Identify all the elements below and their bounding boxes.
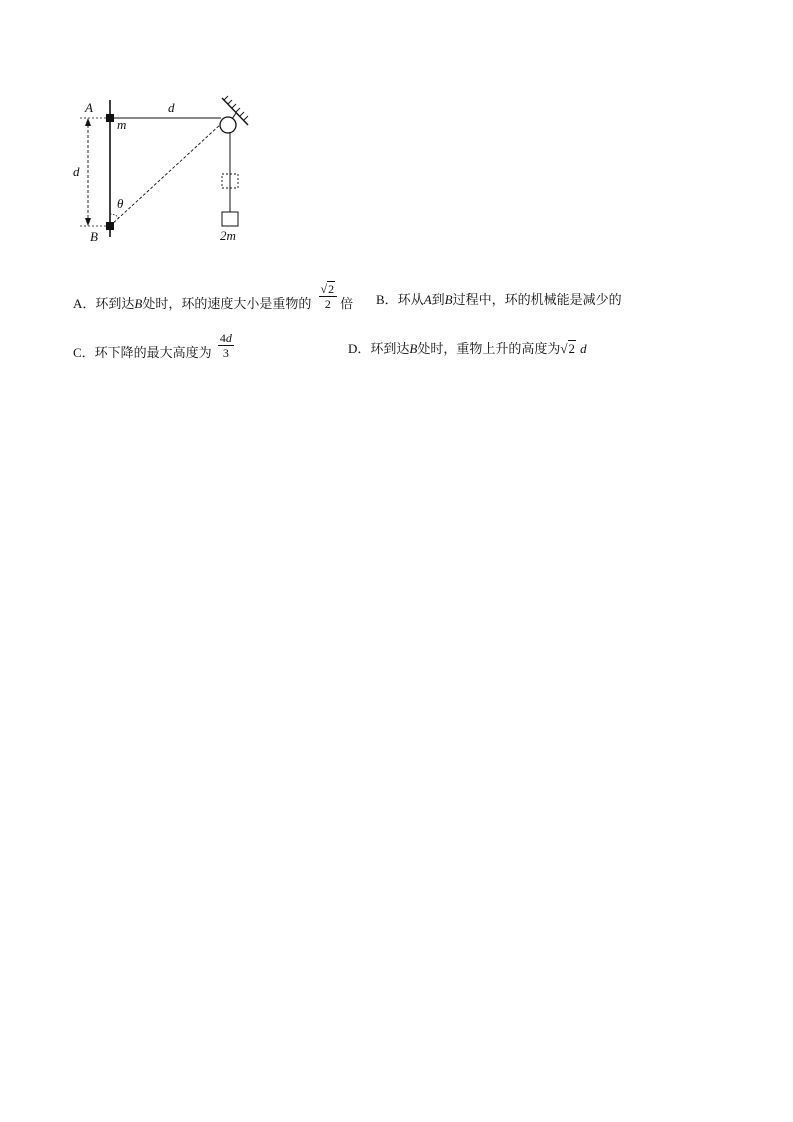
arrowhead-down	[85, 218, 91, 226]
label-theta: θ	[117, 196, 124, 211]
label-d-left: d	[73, 164, 80, 179]
option-c-frac-num-var: d	[225, 331, 232, 345]
option-d-var-d: d	[580, 341, 587, 356]
label-2m: 2m	[220, 228, 236, 243]
option-a-sqrt: √2	[320, 282, 335, 296]
option-b-letter: B．	[376, 292, 398, 307]
option-b-text-3: 过程中，环的机械能是减少的	[452, 293, 622, 308]
mass-2m-box	[222, 212, 238, 226]
ring-pulley-diagram	[70, 95, 270, 255]
option-c	[73, 331, 236, 368]
option-a-text-after: 倍	[340, 297, 354, 312]
label-a: A	[85, 100, 93, 115]
option-c-frac-num: 4	[219, 331, 226, 345]
option-b-var-b: B	[444, 292, 453, 307]
string-dashed-diagonal	[110, 123, 222, 226]
option-a-text-mid: 处时，环的速度大小是重物的	[142, 297, 312, 312]
option-d-sqrt: √2	[560, 341, 576, 356]
option-a-letter: A．	[73, 296, 96, 311]
theta-arc	[110, 214, 119, 218]
physics-figure	[70, 95, 270, 255]
label-b: B	[90, 229, 98, 244]
option-c-frac-den: 3	[222, 346, 229, 360]
option-d-text-before: 环到达	[370, 342, 410, 357]
option-b-var-a: A	[423, 292, 432, 307]
arrowhead-up	[85, 118, 91, 126]
option-d-letter: D．	[348, 341, 371, 356]
option-d-text-after: 处时，重物上升的高度为	[417, 342, 561, 357]
option-a-text-before: 环到达	[95, 297, 135, 312]
option-a-var-b: B	[134, 296, 143, 311]
option-c-letter: C．	[73, 345, 95, 360]
option-a-fraction	[319, 282, 338, 311]
option-a-frac-den: 2	[324, 297, 331, 311]
pulley	[220, 117, 236, 133]
ring-at-b	[106, 222, 114, 230]
option-c-fraction	[218, 331, 234, 360]
option-a	[73, 282, 354, 319]
label-d-top: d	[168, 100, 175, 115]
option-b-text-2: 到	[431, 293, 445, 308]
option-d	[348, 339, 587, 360]
option-d-var-b: B	[409, 341, 418, 356]
label-m: m	[117, 117, 127, 132]
option-c-text: 环下降的最大高度为	[94, 346, 212, 361]
ring-at-a	[106, 114, 114, 122]
option-b-text-1: 环从	[397, 293, 424, 308]
option-b	[376, 290, 622, 311]
